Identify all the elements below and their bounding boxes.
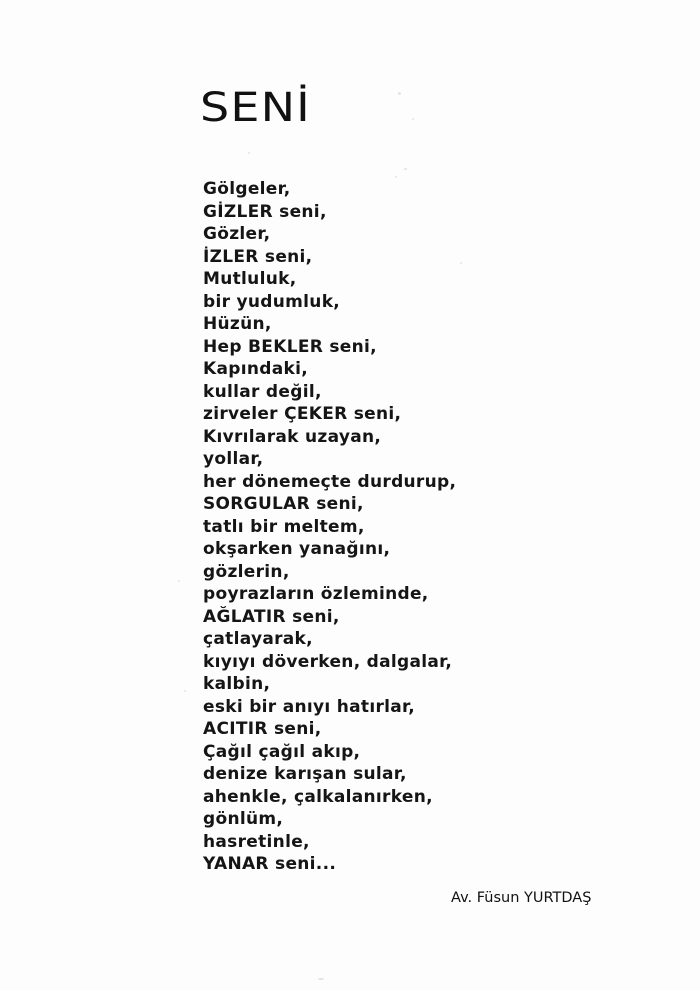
poem-author: Av. Füsun YURTDAŞ (451, 890, 592, 906)
poem-line: her dönemeçte durdurup, (203, 471, 457, 492)
poem-line: SORGULAR seni, (203, 494, 364, 514)
poem-line: yollar, (203, 449, 264, 469)
poem-line: gözlerin, (203, 561, 290, 582)
poem-line: Hüzün, (203, 314, 272, 334)
poem-line: hasretinle, (203, 831, 310, 852)
poem-line: denize karışan sular, (203, 764, 407, 784)
scan-speck (404, 168, 407, 170)
poem-line: İZLER seni, (203, 246, 313, 267)
poem-line: bir yudumluk, (203, 291, 341, 312)
poem-line: poyrazların özleminde, (203, 584, 429, 604)
scan-speck (460, 262, 462, 264)
poem-line: YANAR seni... (203, 854, 337, 874)
poem-line: GİZLER seni, (203, 201, 327, 222)
poem-line: Hep BEKLER seni, (203, 336, 377, 357)
poem-line: kullar değil, (203, 381, 322, 402)
poem-line: Çağıl çağıl akıp, (203, 741, 361, 762)
scan-speck (412, 118, 414, 120)
poem-line: kalbin, (203, 674, 271, 694)
poem-line: eski bir anıyı hatırlar, (203, 696, 415, 717)
poem-line: gönlüm, (203, 809, 284, 829)
poem-line: kıyıyı döverken, dalgalar, (203, 651, 453, 672)
poem-line: Mutluluk, (203, 269, 297, 289)
poem-line: Kıvrılarak uzayan, (203, 426, 382, 447)
poem-line: Gözler, (203, 224, 271, 244)
scan-speck (398, 92, 401, 95)
scan-speck (318, 978, 324, 980)
scan-speck (395, 176, 397, 178)
poem-line: zirveler ÇEKER seni, (203, 404, 402, 424)
poem-title: SENİ (200, 85, 311, 131)
scan-speck (248, 152, 250, 154)
scan-speck (184, 690, 186, 692)
poem-line: okşarken yanağını, (203, 539, 391, 559)
poem-line: AĞLATIR seni, (203, 606, 340, 627)
poem-line: Gölgeler, (203, 179, 291, 199)
scan-speck (178, 580, 180, 582)
poem-line: ahenkle, çalkalanırken, (203, 786, 433, 807)
poem-line: Kapındaki, (203, 359, 308, 379)
poem-body (203, 178, 456, 876)
poem-line: çatlayarak, (203, 629, 313, 649)
poem-line: ACITIR seni, (203, 719, 322, 739)
poem-line: tatlı bir meltem, (203, 516, 365, 537)
